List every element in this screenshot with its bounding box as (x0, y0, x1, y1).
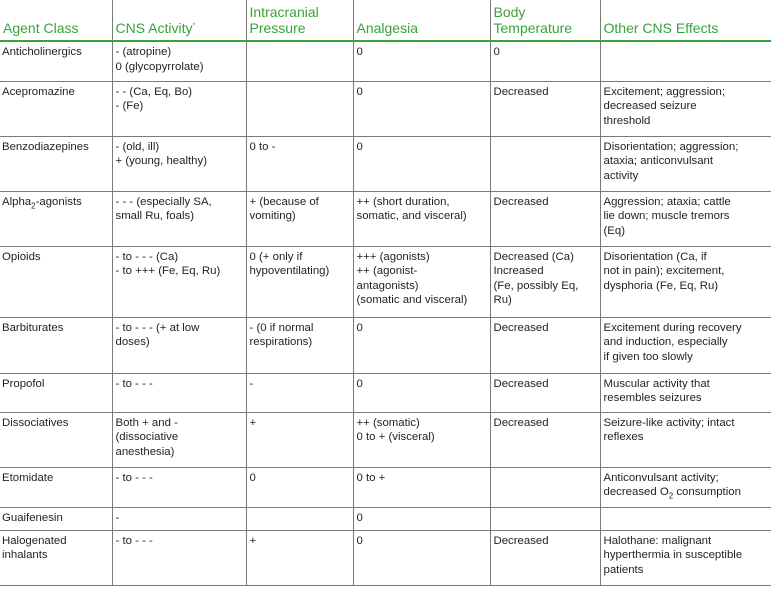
cell-analgesia (353, 412, 490, 467)
cell-line: - to - - - (115, 377, 153, 390)
cell-line: Both + and - (115, 416, 178, 429)
header-cns-activity (112, 0, 246, 41)
cell-agent (0, 373, 112, 412)
cell-cns (112, 41, 246, 81)
cell-line: doses) (115, 336, 150, 348)
cell-line: 0 (356, 140, 363, 153)
cell-subscript: 2 (668, 491, 674, 501)
table-row (0, 412, 771, 467)
cell-line: - (0 if normal (249, 321, 314, 334)
cell-line: 0 (493, 46, 500, 58)
cell-text: decreased O (603, 486, 669, 498)
table-row (0, 136, 771, 191)
cell-line: Decreased (493, 321, 549, 334)
cell-icp (246, 507, 353, 530)
cell-icp (246, 41, 353, 81)
cell-analgesia (353, 81, 490, 136)
cell-line: inhalants (2, 549, 48, 561)
cell-analgesia (353, 136, 490, 191)
cell-line: 0 (249, 471, 256, 484)
cell-agent (0, 81, 112, 136)
header-cns-activity-label: CNS Activity (115, 20, 193, 36)
cell-line: Dissociatives (2, 416, 69, 429)
cell-line: Decreased (493, 377, 549, 390)
cell-text: consumption (673, 486, 741, 498)
cell-line: Excitement; aggression; (603, 85, 726, 98)
cell-cns (112, 467, 246, 507)
cell-line: - - - (especially SA, (115, 195, 212, 208)
table-row (0, 530, 771, 585)
cell-cns (112, 507, 246, 530)
cell-analgesia (353, 41, 490, 81)
header-icp-line2: Pressure (249, 20, 306, 36)
cell-line: threshold (603, 114, 651, 127)
cell-analgesia (353, 246, 490, 317)
cell-line: 0 (356, 85, 363, 98)
cell-icp (246, 81, 353, 136)
cell-other (600, 412, 771, 467)
cell-analgesia (353, 373, 490, 412)
cell-line: + (young, healthy) (115, 155, 207, 167)
table-row (0, 317, 771, 373)
header-other-cns-effects: Other CNS Effects (600, 0, 771, 41)
cell-cns (112, 246, 246, 317)
cell-line: Guaifenesin (2, 511, 63, 524)
cell-line: +++ (agonists) (356, 250, 430, 263)
cell-line: + (249, 416, 257, 429)
cell-line: decreased seizure (603, 100, 697, 112)
cell-line: Muscular activity that (603, 377, 710, 390)
cell-line: if given too slowly (603, 350, 693, 363)
cell-agent (0, 507, 112, 530)
cell-temp (490, 136, 600, 191)
header-agent-class: Agent Class (0, 0, 112, 41)
cell-line: - to +++ (Fe, Eq, Ru) (115, 265, 221, 277)
table-row (0, 41, 771, 81)
cell-line: ++ (somatic) (356, 416, 420, 429)
cell-line: - (249, 377, 254, 390)
cell-line: (Eq) (603, 224, 626, 237)
cell-line: Seizure-like activity; intact (603, 416, 735, 429)
cell-line: 0 (356, 534, 363, 547)
cell-line: anesthesia) (115, 445, 175, 458)
cell-line: ++ (short duration, (356, 195, 450, 208)
table-row (0, 81, 771, 136)
cell-other (600, 81, 771, 136)
cell-line: 0 to - (249, 140, 276, 153)
cell-line: not in pain); excitement, (603, 265, 725, 277)
cell-line: 0 (356, 321, 363, 334)
cell-line: Excitement during recovery (603, 321, 742, 334)
cell-line: Aggression; ataxia; cattle (603, 195, 731, 208)
cell-cns (112, 317, 246, 373)
cell-agent (0, 191, 112, 246)
header-intracranial-pressure (246, 0, 353, 41)
cell-agent (0, 412, 112, 467)
cell-temp (490, 373, 600, 412)
cell-other (600, 317, 771, 373)
cell-line: Barbiturates (2, 321, 64, 334)
cell-line: Decreased (Ca) (493, 250, 574, 263)
cell-other (600, 507, 771, 530)
cell-line: Opioids (2, 250, 41, 263)
cell-other (600, 41, 771, 81)
cell-line: activity (603, 169, 639, 182)
cell-line: Disorientation; aggression; (603, 140, 739, 153)
cell-line: dysphoria (Fe, Eq, Ru) (603, 279, 719, 292)
cell-line: reflexes (603, 431, 644, 443)
cell-line: small Ru, foals) (115, 210, 194, 222)
header-body-temperature (490, 0, 600, 41)
header-icp-line1: Intracranial (249, 4, 319, 20)
cell-line: ataxia; anticonvulsant (603, 155, 714, 167)
cell-line: Anticonvulsant activity; (603, 471, 719, 484)
cell-icp (246, 412, 353, 467)
cell-temp (490, 412, 600, 467)
cell-agent (0, 246, 112, 317)
cell-analgesia (353, 507, 490, 530)
cell-line: - to - - - (115, 471, 153, 484)
cell-line: - to - - - (+ at low (115, 321, 200, 334)
cell-other (600, 246, 771, 317)
cell-line: Alpha (2, 195, 32, 208)
cell-temp (490, 467, 600, 507)
cell-other (600, 191, 771, 246)
cell-line: Benzodiazepines (2, 140, 89, 153)
table-row (0, 191, 771, 246)
cell-line: 0 (356, 377, 363, 390)
cell-agent (0, 467, 112, 507)
cell-temp (490, 246, 600, 317)
cell-icp (246, 373, 353, 412)
cell-cns (112, 81, 246, 136)
cell-cns (112, 530, 246, 585)
cell-line: (somatic and visceral) (356, 294, 468, 306)
cell-line: 0 to + (visceral) (356, 431, 435, 443)
cell-line: - (115, 511, 120, 524)
cell-other (600, 530, 771, 585)
cell-analgesia (353, 191, 490, 246)
cell-line: + (249, 534, 257, 547)
cell-line: hyperthermia in susceptible (603, 549, 743, 561)
cell-line: Halothane: malignant (603, 534, 712, 547)
cell-agent (0, 136, 112, 191)
cell-line: Decreased (493, 85, 549, 98)
cell-other (600, 373, 771, 412)
cell-line: - (atropine) (115, 46, 172, 58)
cell-analgesia (353, 530, 490, 585)
cell-temp (490, 317, 600, 373)
cell-line: - - (Ca, Eq, Bo) (115, 85, 193, 98)
cell-line: Etomidate (2, 471, 54, 484)
cell-line: - (Fe) (115, 100, 144, 112)
cell-temp (490, 507, 600, 530)
cell-line: + (because of (249, 195, 319, 208)
cell-line: antagonists) (356, 279, 419, 292)
cell-line (604, 485, 769, 500)
header-temp-line1: Body (493, 4, 526, 20)
table-row (0, 507, 771, 530)
cell-line: somatic, and visceral) (356, 210, 467, 222)
cell-other (600, 467, 771, 507)
cell-temp (490, 530, 600, 585)
cell-subscript: 2 (31, 200, 36, 210)
cell-line: 0 to + (356, 471, 386, 484)
cell-line: respirations) (249, 336, 313, 348)
cell-temp (490, 81, 600, 136)
cell-icp (246, 317, 353, 373)
cell-line: - to - - - (Ca) (115, 250, 179, 263)
cell-temp (490, 191, 600, 246)
cell-analgesia (353, 317, 490, 373)
cell-line: 0 (+ only if (249, 250, 303, 263)
cell-cns (112, 412, 246, 467)
cell-line: (dissociative (115, 431, 179, 443)
table-body (0, 41, 771, 585)
table-row (0, 373, 771, 412)
cell-line: Anticholinergics (2, 46, 82, 58)
cell-icp (246, 246, 353, 317)
cell-icp (246, 530, 353, 585)
cell-agent (0, 41, 112, 81)
cell-line: Acepromazine (2, 85, 75, 98)
cell-analgesia (353, 467, 490, 507)
cell-line: 0 (glycopyrrolate) (115, 60, 204, 73)
cell-line: hypoventilating) (249, 265, 330, 277)
cell-line: (Fe, possibly Eq, (493, 279, 579, 292)
cell-line: Increased (493, 265, 544, 277)
cell-line: 0 (356, 46, 363, 58)
cell-line: Halogenated (2, 534, 67, 547)
cell-temp (490, 41, 600, 81)
cell-line: Decreased (493, 534, 549, 547)
cell-line: resembles seizures (603, 392, 702, 404)
cell-line: Ru) (493, 294, 512, 306)
cell-line: Propofol (2, 377, 45, 390)
cell-line: - (old, ill) (115, 140, 160, 153)
table-row (0, 246, 771, 317)
cell-line: -agonists (35, 195, 82, 208)
cell-line: 0 (356, 511, 363, 524)
header-temp-line2: Temperature (493, 20, 573, 36)
cell-cns (112, 191, 246, 246)
cell-cns (112, 136, 246, 191)
cell-line: vomiting) (249, 210, 296, 222)
cell-icp (246, 136, 353, 191)
cell-line: Decreased (493, 416, 549, 429)
header-analgesia: Analgesia (353, 0, 490, 41)
cell-other (600, 136, 771, 191)
table-header (0, 0, 771, 41)
cell-line: Decreased (493, 195, 549, 208)
cell-line: - to - - - (115, 534, 153, 547)
cell-icp (246, 191, 353, 246)
cell-agent (0, 530, 112, 585)
table-row (0, 467, 771, 507)
cell-line: Disorientation (Ca, if (603, 250, 707, 263)
cell-line: ++ (agonist- (356, 265, 418, 277)
cell-cns (112, 373, 246, 412)
cell-line: lie down; muscle tremors (603, 210, 730, 222)
cell-agent (0, 317, 112, 373)
footnote-mark: * (192, 22, 196, 30)
cell-line: and induction, especially (603, 336, 728, 348)
cell-icp (246, 467, 353, 507)
cell-line: patients (603, 563, 644, 576)
